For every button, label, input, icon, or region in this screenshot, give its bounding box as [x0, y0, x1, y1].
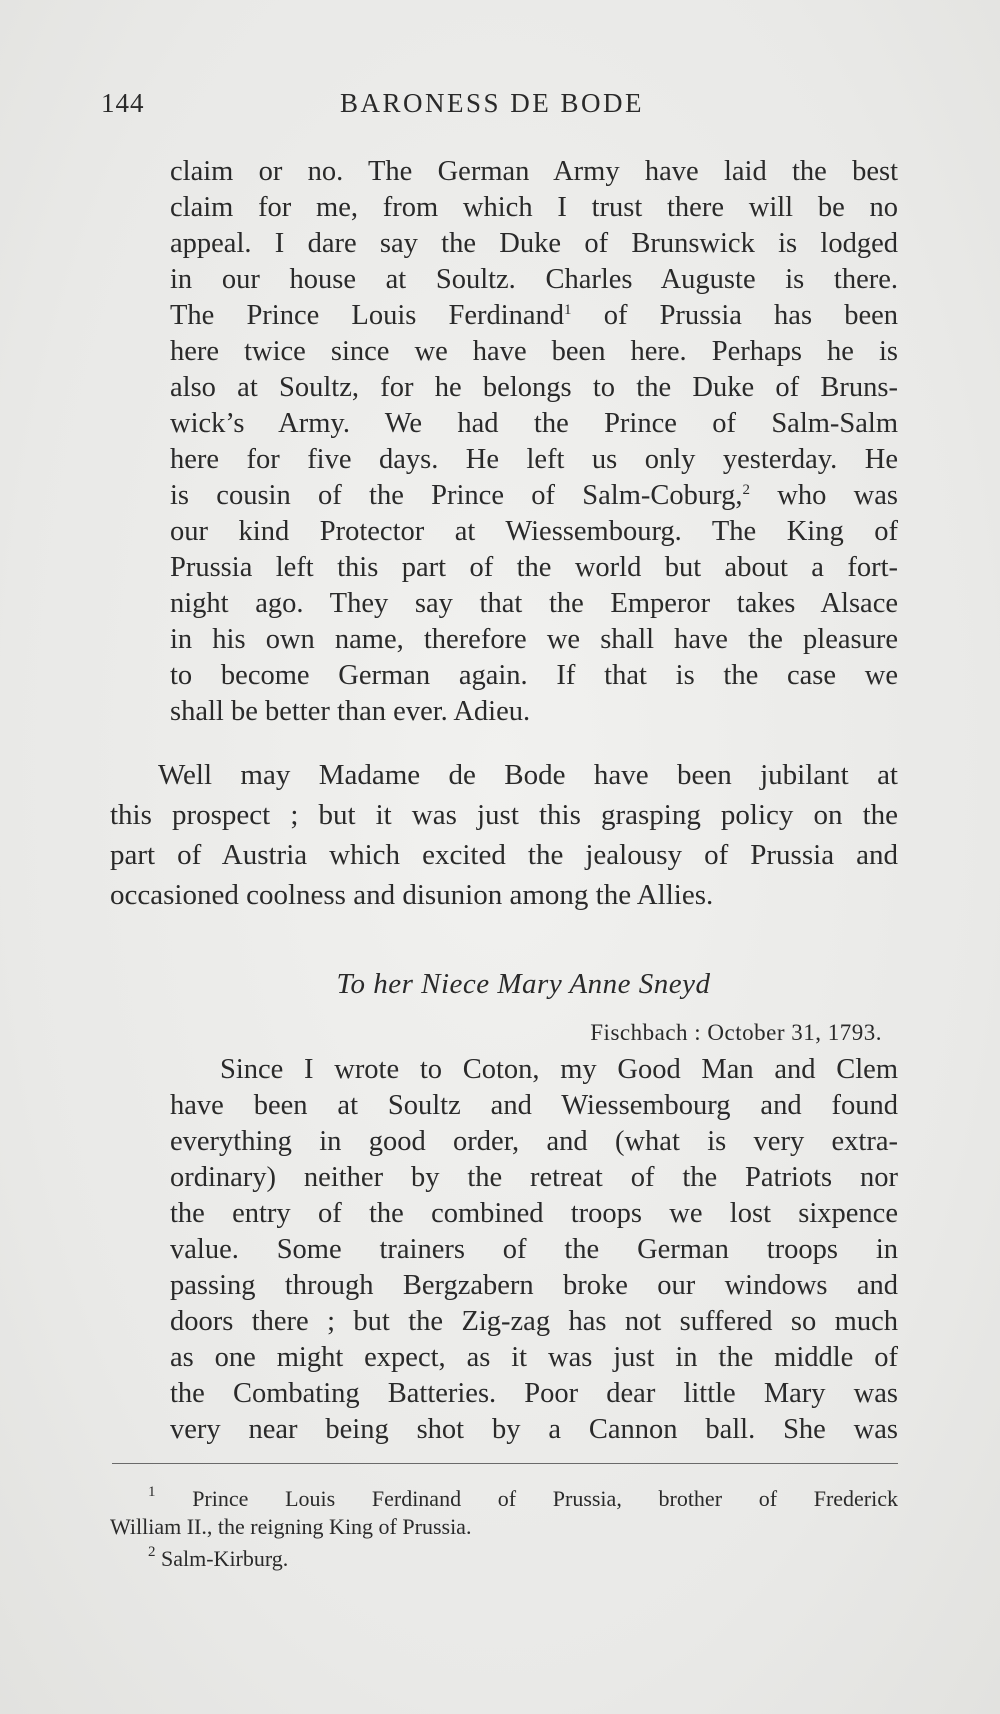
text-line: wick’s Army. We had the Prince of Salm-Salm [170, 408, 898, 439]
text-line: Prussia left this part of the world but about a fort- [170, 552, 898, 583]
text-line: in our house at Soultz. Charles Auguste is there. [170, 264, 898, 295]
text-line: doors there ; but the Zig-zag has not suffered so much [170, 1306, 898, 1337]
text-line: the entry of the combined troops we lost sixpence [170, 1198, 898, 1229]
text-line: Well may Madame de Bode have been jubilant at [158, 759, 898, 791]
footnote-2 [148, 1545, 288, 1573]
text-line: as one might expect, as it was just in the middle of [170, 1342, 898, 1373]
footnote-number: 2 [148, 1544, 156, 1560]
text-line: part of Austria which excited the jealousy of Prussia and [110, 839, 898, 871]
text-line: appeal. I dare say the Duke of Brunswick is lodged [170, 228, 898, 259]
text-line: in his own name, therefore we shall have the pleasure [170, 624, 898, 655]
letter-heading-text: To her Niece Mary Anne Sneyd [336, 968, 711, 1000]
footnote-text: Prince Louis Ferdinand of Prussia, brother of Frederick [192, 1486, 899, 1511]
footnote-1 [148, 1485, 898, 1513]
text-line [170, 478, 898, 514]
text-segment: who was [777, 480, 898, 511]
text-line: claim or no. The German Army have laid the best [170, 156, 898, 187]
text-line: our kind Protector at Wiessembourg. The King of [170, 516, 898, 547]
text-line: the Combating Batteries. Poor dear little Mary was [170, 1378, 898, 1409]
text-line: occasioned coolness and disunion among the Allies. [110, 879, 714, 911]
text-line: shall be better than ever. Adieu. [170, 696, 531, 727]
footnote-text: Salm-Kirburg. [161, 1546, 289, 1571]
text-line: have been at Soultz and Wiessembourg and found [170, 1090, 898, 1121]
page-number: 144 [101, 88, 145, 118]
text-line: to become German again. If that is the case we [170, 660, 898, 691]
text-line: here twice since we have been here. Perhaps he is [170, 336, 898, 367]
text-line: ordinary) neither by the retreat of the Patriots nor [170, 1162, 898, 1193]
letter-heading [0, 968, 1000, 1001]
text-line [170, 298, 898, 334]
text-line: also at Soultz, for he belongs to the Duke of Bruns- [170, 372, 898, 403]
text-line: very near being shot by a Cannon ball. She was [170, 1414, 898, 1445]
running-head [0, 88, 1000, 128]
text-line: this prospect ; but it was just this grasping policy on the [110, 799, 898, 831]
footnote-1-continued: William II., the reigning King of Prussia. [110, 1514, 472, 1539]
text-segment: of Prussia has been [603, 300, 898, 331]
footnote-marker: 1 [564, 302, 572, 318]
text-line: claim for me, from which I trust there will be no [170, 192, 898, 223]
footnote-rule [112, 1463, 898, 1464]
text-line: night ago. They say that the Emperor takes Alsace [170, 588, 898, 619]
text-segment: The Prince Louis Ferdinand [170, 300, 565, 331]
text-line: everything in good order, and (what is very extra- [170, 1126, 898, 1157]
text-line: passing through Bergzabern broke our windows and [170, 1270, 898, 1301]
dateline: Fischbach : October 31, 1793. [590, 1020, 882, 1045]
text-line: Since I wrote to Coton, my Good Man and Clem [220, 1054, 898, 1085]
footnote-marker: 2 [742, 482, 750, 498]
text-line: here for five days. He left us only yesterday. He [170, 444, 898, 475]
text-line: value. Some trainers of the German troops in [170, 1234, 898, 1265]
text-segment: is cousin of the Prince of Salm-Coburg, [170, 480, 743, 511]
running-title: BARONESS DE BODE [340, 88, 645, 118]
footnote-number: 1 [148, 1484, 156, 1500]
